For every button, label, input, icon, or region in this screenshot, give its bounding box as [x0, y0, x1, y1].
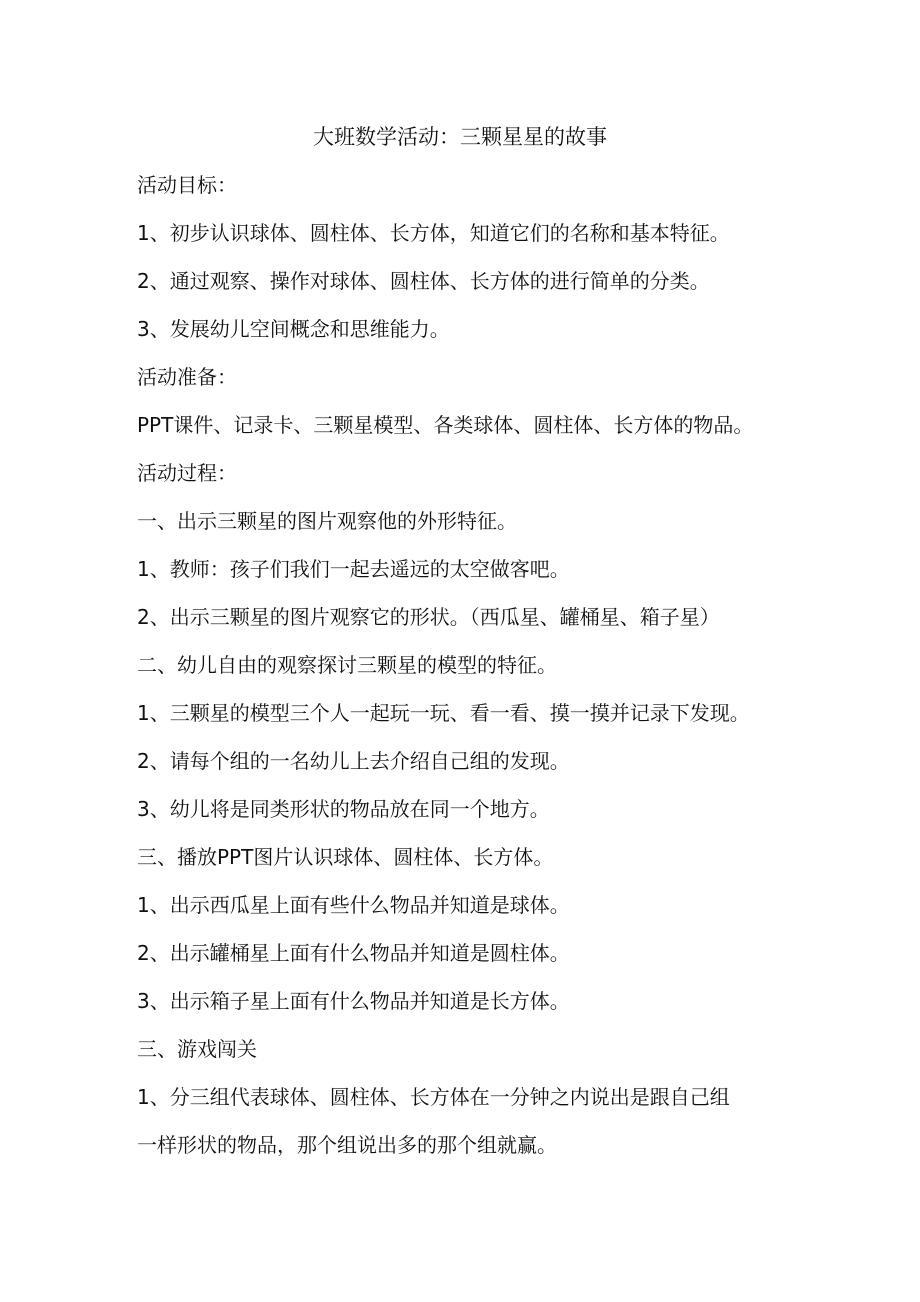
process-part-2-item-1: 1、三颗星的模型三个人一起玩一玩、看一看、摸一摸并记录下发现。 [137, 701, 750, 725]
goal-item-3: 3、发展幼儿空间概念和思维能力。 [137, 317, 450, 341]
preparation-text: PPT课件、记录卡、三颗星模型、各类球体、圆柱体、长方体的物品。 [137, 413, 754, 437]
process-part-3-item-1: 1、出示西瓜星上面有些什么物品并知道是球体。 [137, 893, 570, 917]
process-part-1-heading: 一、出示三颗星的图片观察他的外形特征。 [137, 509, 517, 533]
process-part-3-item-2: 2、出示罐桶星上面有什么物品并知道是圆柱体。 [137, 941, 570, 965]
process-part-4-item-1: 1、分三组代表球体、圆柱体、长方体在一分钟之内说出是跟自己组 [137, 1085, 730, 1109]
process-part-3-item-3: 3、出示箱子星上面有什么物品并知道是长方体。 [137, 989, 570, 1013]
process-part-1-item-1: 1、教师：孩子们我们一起去遥远的太空做客吧。 [137, 557, 570, 581]
process-part-2-heading: 二、幼儿自由的观察探讨三颗星的模型的特征。 [137, 653, 557, 677]
document-title: 大班数学活动：三颗星星的故事 [313, 125, 607, 149]
process-part-2-item-3: 3、幼儿将是同类形状的物品放在同一个地方。 [137, 797, 550, 821]
section-heading-process: 活动过程： [137, 461, 237, 485]
section-heading-preparation: 活动准备： [137, 365, 237, 389]
process-part-2-item-2: 2、请每个组的一名幼儿上去介绍自己组的发现。 [137, 749, 570, 773]
section-heading-goals: 活动目标： [137, 173, 237, 197]
process-part-4-item-1-continued: 一样形状的物品，那个组说出多的那个组就赢。 [137, 1133, 557, 1157]
goal-item-1: 1、初步认识球体、圆柱体、长方体，知道它们的名称和基本特征。 [137, 221, 730, 245]
process-part-3-heading: 三、播放PPT图片认识球体、圆柱体、长方体。 [137, 845, 554, 869]
process-part-4-heading: 三、游戏闯关 [137, 1037, 257, 1061]
goal-item-2: 2、通过观察、操作对球体、圆柱体、长方体的进行简单的分类。 [137, 269, 710, 293]
process-part-1-item-2: 2、出示三颗星的图片观察它的形状。（西瓜星、罐桶星、箱子星） [137, 605, 720, 629]
